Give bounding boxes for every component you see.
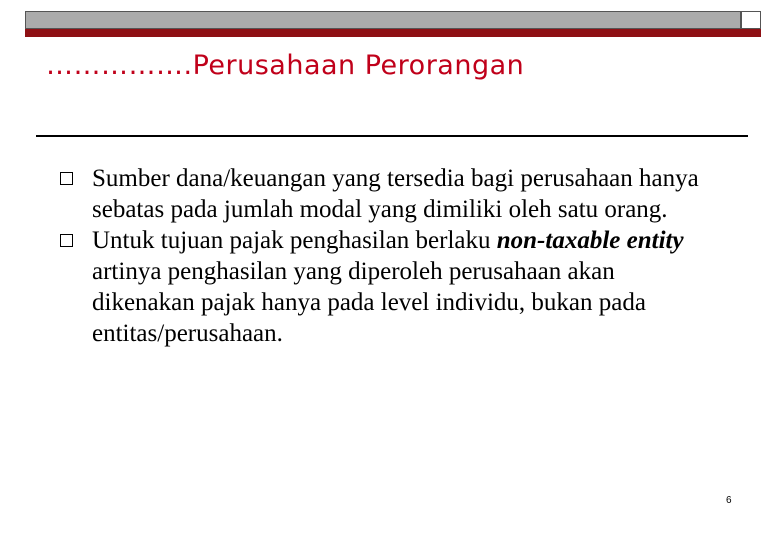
- page-number: 6: [726, 495, 732, 506]
- bullet-text: Sumber dana/keuangan yang tersedia bagi perusahaan hanya sebatas pada jumlah modal yang dimiliki oleh satu orang.: [92, 165, 699, 223]
- title-divider: [36, 135, 748, 137]
- bullet-item: [60, 163, 720, 225]
- bullet-text-continued: artinya penghasilan yang diperoleh perusahaan akan dikenakan pajak hanya pada level individu, bukan pada entitas/perusahaan.: [92, 258, 646, 347]
- header-bar: [25, 11, 741, 29]
- bullet-item: [60, 225, 720, 349]
- bullet-text: Untuk tujuan pajak penghasilan berlaku: [92, 227, 497, 254]
- bullet-emphasis: non-taxable entity: [496, 227, 684, 254]
- slide-title: …………….Perusahaan Perorangan: [46, 50, 525, 81]
- square-bullet-icon: [60, 172, 73, 185]
- header-corner-box: [741, 11, 761, 29]
- header-accent-stripe: [25, 29, 741, 37]
- square-bullet-icon: [60, 234, 73, 247]
- header-corner-accent: [741, 29, 761, 37]
- bullet-list: [60, 163, 720, 349]
